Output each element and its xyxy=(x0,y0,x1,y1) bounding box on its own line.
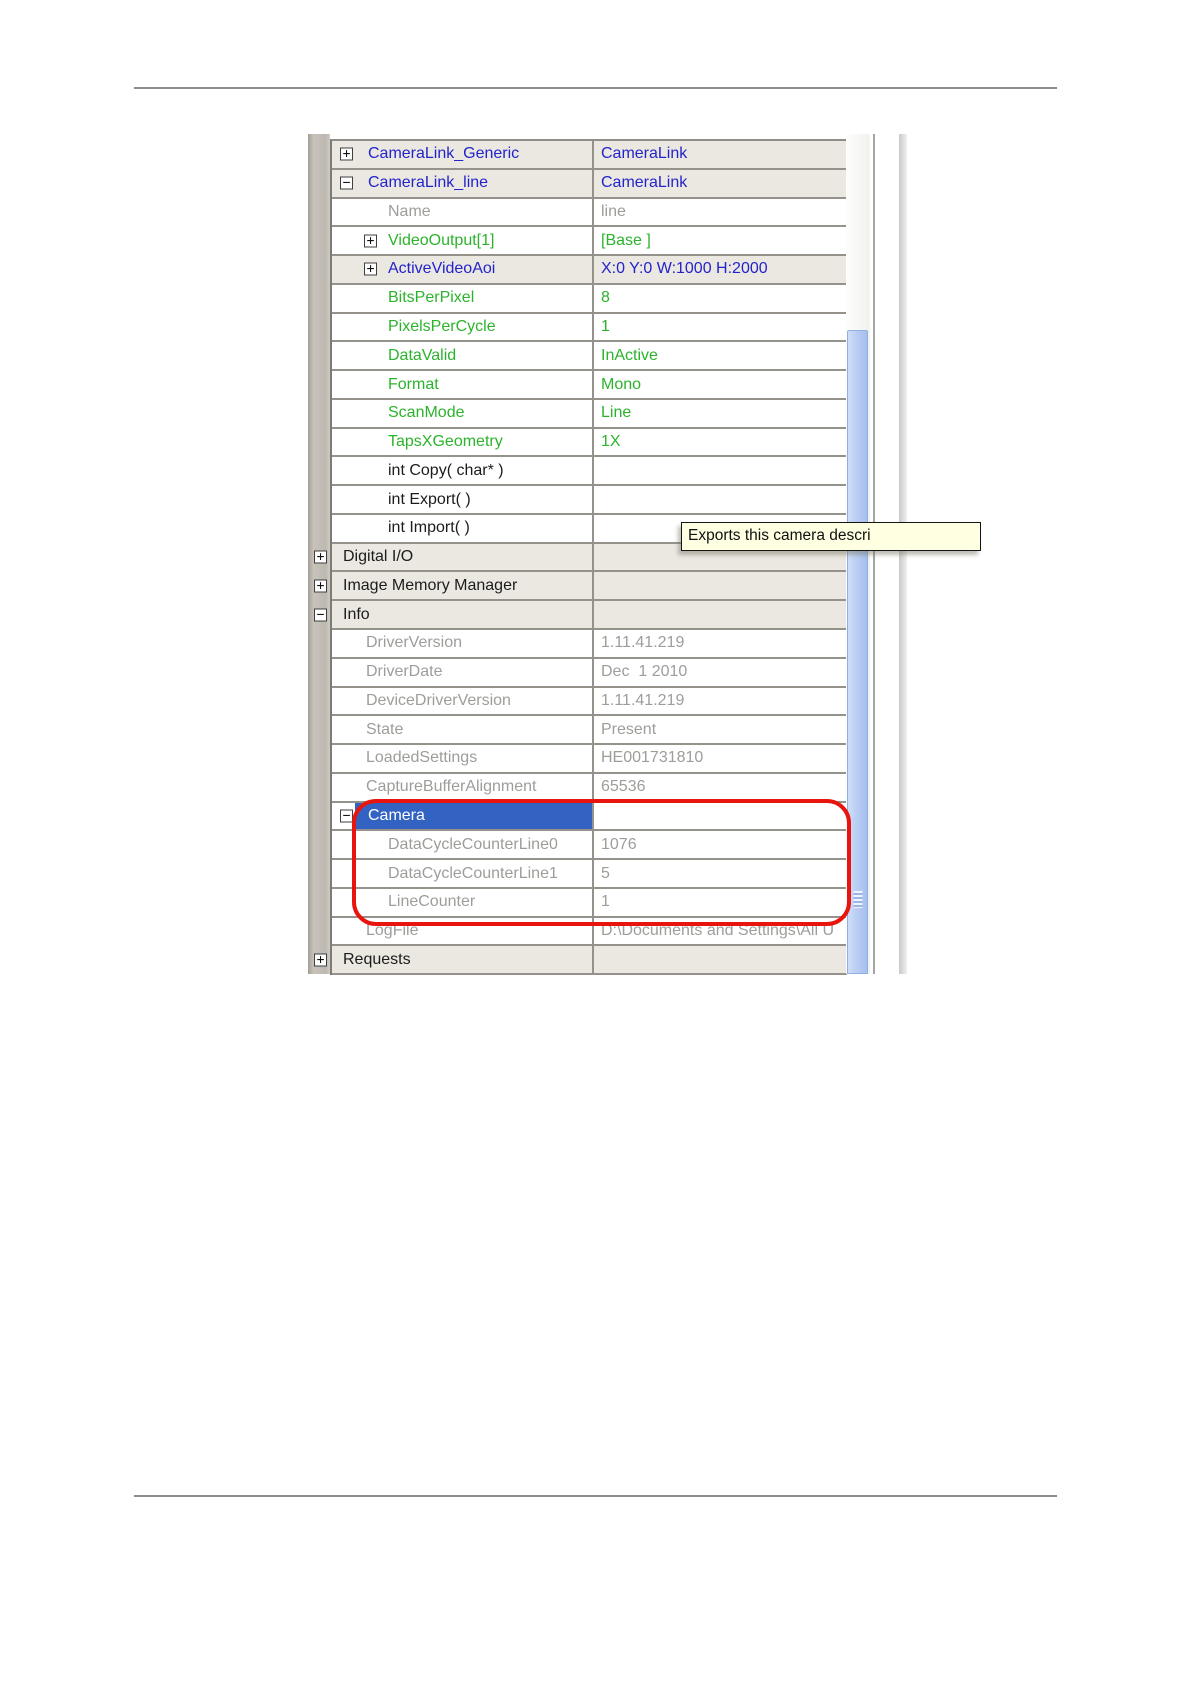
property-value: CameraLink xyxy=(601,145,688,163)
property-value-cell[interactable] xyxy=(594,572,847,599)
property-grid xyxy=(316,139,847,975)
property-name-cell[interactable] xyxy=(332,515,594,542)
table-row[interactable] xyxy=(332,860,847,889)
tooltip-clip xyxy=(681,520,908,555)
property-name-cell[interactable] xyxy=(332,831,594,858)
tooltip: Exports this camera descri xyxy=(681,522,981,551)
table-row[interactable] xyxy=(332,803,847,832)
scrollbar-grip-icon xyxy=(853,891,862,908)
table-row[interactable] xyxy=(332,745,847,774)
property-value-cell[interactable] xyxy=(594,918,847,945)
table-row[interactable] xyxy=(316,601,847,630)
table-row[interactable] xyxy=(332,889,847,918)
table-row[interactable] xyxy=(332,400,847,429)
property-name-cell[interactable] xyxy=(332,199,594,226)
property-name-cell[interactable] xyxy=(316,601,594,628)
property-value-cell[interactable] xyxy=(594,716,847,743)
property-name: Digital I/O xyxy=(343,548,414,566)
property-value: InActive xyxy=(601,346,658,364)
property-value-cell[interactable] xyxy=(594,429,847,456)
property-value: X:0 Y:0 W:1000 H:2000 xyxy=(601,260,768,278)
property-value: Mono xyxy=(601,375,642,393)
property-value-cell[interactable] xyxy=(594,199,847,226)
property-name-cell[interactable] xyxy=(332,630,594,657)
property-name-cell[interactable] xyxy=(316,572,594,599)
property-value: 8 xyxy=(601,289,610,307)
table-row[interactable] xyxy=(316,946,847,975)
property-value-cell[interactable] xyxy=(594,486,847,513)
property-name-cell[interactable] xyxy=(332,141,594,168)
property-name-cell[interactable] xyxy=(332,342,594,369)
property-name: DriverDate xyxy=(366,663,443,681)
property-name-cell[interactable] xyxy=(332,716,594,743)
property-value-cell[interactable] xyxy=(594,314,847,341)
table-row[interactable] xyxy=(332,716,847,745)
table-row[interactable] xyxy=(332,141,847,170)
scrollbar-thumb[interactable] xyxy=(847,330,868,974)
property-value-cell[interactable] xyxy=(594,227,847,254)
property-value: 5 xyxy=(601,864,610,882)
property-name-cell[interactable] xyxy=(332,659,594,686)
property-name-cell[interactable] xyxy=(332,256,594,283)
property-name: State xyxy=(366,720,404,738)
expand-toggle-icon[interactable]: + xyxy=(364,263,377,276)
expand-toggle-icon[interactable]: − xyxy=(340,809,353,822)
property-name: BitsPerPixel xyxy=(388,289,475,307)
property-value: line xyxy=(601,202,626,220)
property-value: 1.11.41.219 xyxy=(601,634,685,652)
property-name: Format xyxy=(388,375,439,393)
property-value-cell[interactable] xyxy=(594,688,847,715)
property-value: 1.11.41.219 xyxy=(601,691,685,709)
property-name-cell[interactable] xyxy=(332,371,594,398)
property-name: Requests xyxy=(343,950,411,968)
property-value-cell[interactable] xyxy=(594,256,847,283)
property-name-cell[interactable] xyxy=(332,314,594,341)
table-row[interactable] xyxy=(332,199,847,228)
property-name: DataCycleCounterLine0 xyxy=(388,835,558,853)
property-name-cell[interactable] xyxy=(332,170,594,197)
property-name: PixelsPerCycle xyxy=(388,317,496,335)
property-value-cell[interactable] xyxy=(594,342,847,369)
table-row[interactable] xyxy=(332,688,847,717)
table-row[interactable] xyxy=(332,659,847,688)
property-value: 1076 xyxy=(601,835,637,853)
property-name: CameraLink_line xyxy=(368,174,489,192)
property-value: 1 xyxy=(601,317,610,335)
property-name: int Export( ) xyxy=(388,490,471,508)
property-value: 1X xyxy=(601,433,621,451)
table-row[interactable] xyxy=(332,170,847,199)
property-name: CaptureBufferAlignment xyxy=(366,778,537,796)
property-name: DataCycleCounterLine1 xyxy=(388,864,558,882)
property-value-cell[interactable] xyxy=(594,170,847,197)
property-value-cell[interactable] xyxy=(594,803,847,830)
property-value-cell[interactable] xyxy=(594,745,847,772)
property-value-cell[interactable] xyxy=(594,601,847,628)
property-name-cell[interactable] xyxy=(332,429,594,456)
property-name: Info xyxy=(343,605,370,623)
property-name: ActiveVideoAoi xyxy=(388,260,496,278)
table-row[interactable] xyxy=(332,918,847,947)
property-name-cell[interactable] xyxy=(332,918,594,945)
property-name-cell[interactable] xyxy=(332,227,594,254)
property-name-cell[interactable] xyxy=(332,774,594,801)
property-name-cell[interactable] xyxy=(316,946,594,973)
table-row[interactable] xyxy=(332,256,847,285)
property-name: CameraLink_Generic xyxy=(368,145,520,163)
property-value-cell[interactable] xyxy=(594,400,847,427)
property-value: [Base ] xyxy=(601,231,651,249)
property-name: VideoOutput[1] xyxy=(388,231,495,249)
table-row[interactable] xyxy=(332,457,847,486)
expand-toggle-icon[interactable]: + xyxy=(314,551,327,564)
property-name-cell[interactable] xyxy=(332,400,594,427)
property-value-cell[interactable] xyxy=(594,371,847,398)
property-name-cell[interactable] xyxy=(332,457,594,484)
property-name: Image Memory Manager xyxy=(343,576,518,594)
table-row[interactable] xyxy=(332,371,847,400)
property-name-cell[interactable] xyxy=(316,544,594,571)
property-value-cell[interactable] xyxy=(594,285,847,312)
expand-toggle-icon[interactable]: − xyxy=(340,177,353,190)
property-value-cell[interactable] xyxy=(594,889,847,916)
property-name: LogFile xyxy=(366,922,419,940)
property-value-cell[interactable] xyxy=(594,774,847,801)
property-name: DeviceDriverVersion xyxy=(366,691,511,709)
property-value: CameraLink xyxy=(601,174,688,192)
table-row[interactable] xyxy=(332,227,847,256)
property-value-cell[interactable] xyxy=(594,831,847,858)
property-value: D:\Documents and Settings\All U xyxy=(601,922,834,940)
property-name: DataValid xyxy=(388,346,457,364)
property-value: 1 xyxy=(601,893,610,911)
expand-toggle-icon[interactable]: + xyxy=(314,579,327,592)
property-value: Present xyxy=(601,720,657,738)
property-name-cell[interactable] xyxy=(332,860,594,887)
table-row[interactable] xyxy=(332,285,847,314)
property-value: Dec 1 2010 xyxy=(601,663,688,681)
property-value: HE001731810 xyxy=(601,749,704,767)
property-name: int Copy( char* ) xyxy=(388,461,504,479)
expand-toggle-icon[interactable]: + xyxy=(364,234,377,247)
property-value-cell[interactable] xyxy=(594,946,847,973)
property-value-cell[interactable] xyxy=(594,659,847,686)
property-value-cell[interactable] xyxy=(594,630,847,657)
property-name-cell[interactable] xyxy=(332,745,594,772)
expand-toggle-icon[interactable]: − xyxy=(314,608,327,621)
table-row[interactable] xyxy=(332,630,847,659)
table-row[interactable] xyxy=(332,342,847,371)
property-name-cell[interactable] xyxy=(332,486,594,513)
table-row[interactable] xyxy=(332,429,847,458)
table-row[interactable] xyxy=(332,831,847,860)
expand-toggle-icon[interactable]: + xyxy=(314,953,327,966)
property-name: int Import( ) xyxy=(388,519,470,537)
property-value-cell[interactable] xyxy=(594,141,847,168)
property-name: TapsXGeometry xyxy=(388,433,503,451)
property-name: Camera xyxy=(368,806,425,824)
property-name-cell[interactable] xyxy=(332,889,594,916)
property-name-cell[interactable] xyxy=(332,803,594,830)
property-name: LoadedSettings xyxy=(366,749,478,767)
table-row[interactable] xyxy=(332,486,847,515)
property-value: 65536 xyxy=(601,778,646,796)
property-value-cell[interactable] xyxy=(594,457,847,484)
table-row[interactable] xyxy=(332,774,847,803)
property-name-cell[interactable] xyxy=(332,285,594,312)
expand-toggle-icon[interactable]: + xyxy=(340,148,353,161)
property-value: Line xyxy=(601,404,632,422)
property-value-cell[interactable] xyxy=(594,860,847,887)
table-row[interactable] xyxy=(316,572,847,601)
table-row[interactable] xyxy=(332,314,847,343)
property-name: DriverVersion xyxy=(366,634,463,652)
property-name: ScanMode xyxy=(388,404,465,422)
property-name: LineCounter xyxy=(388,893,476,911)
property-name-cell[interactable] xyxy=(332,688,594,715)
property-name: Name xyxy=(388,202,431,220)
property-grid-rows xyxy=(316,141,847,975)
